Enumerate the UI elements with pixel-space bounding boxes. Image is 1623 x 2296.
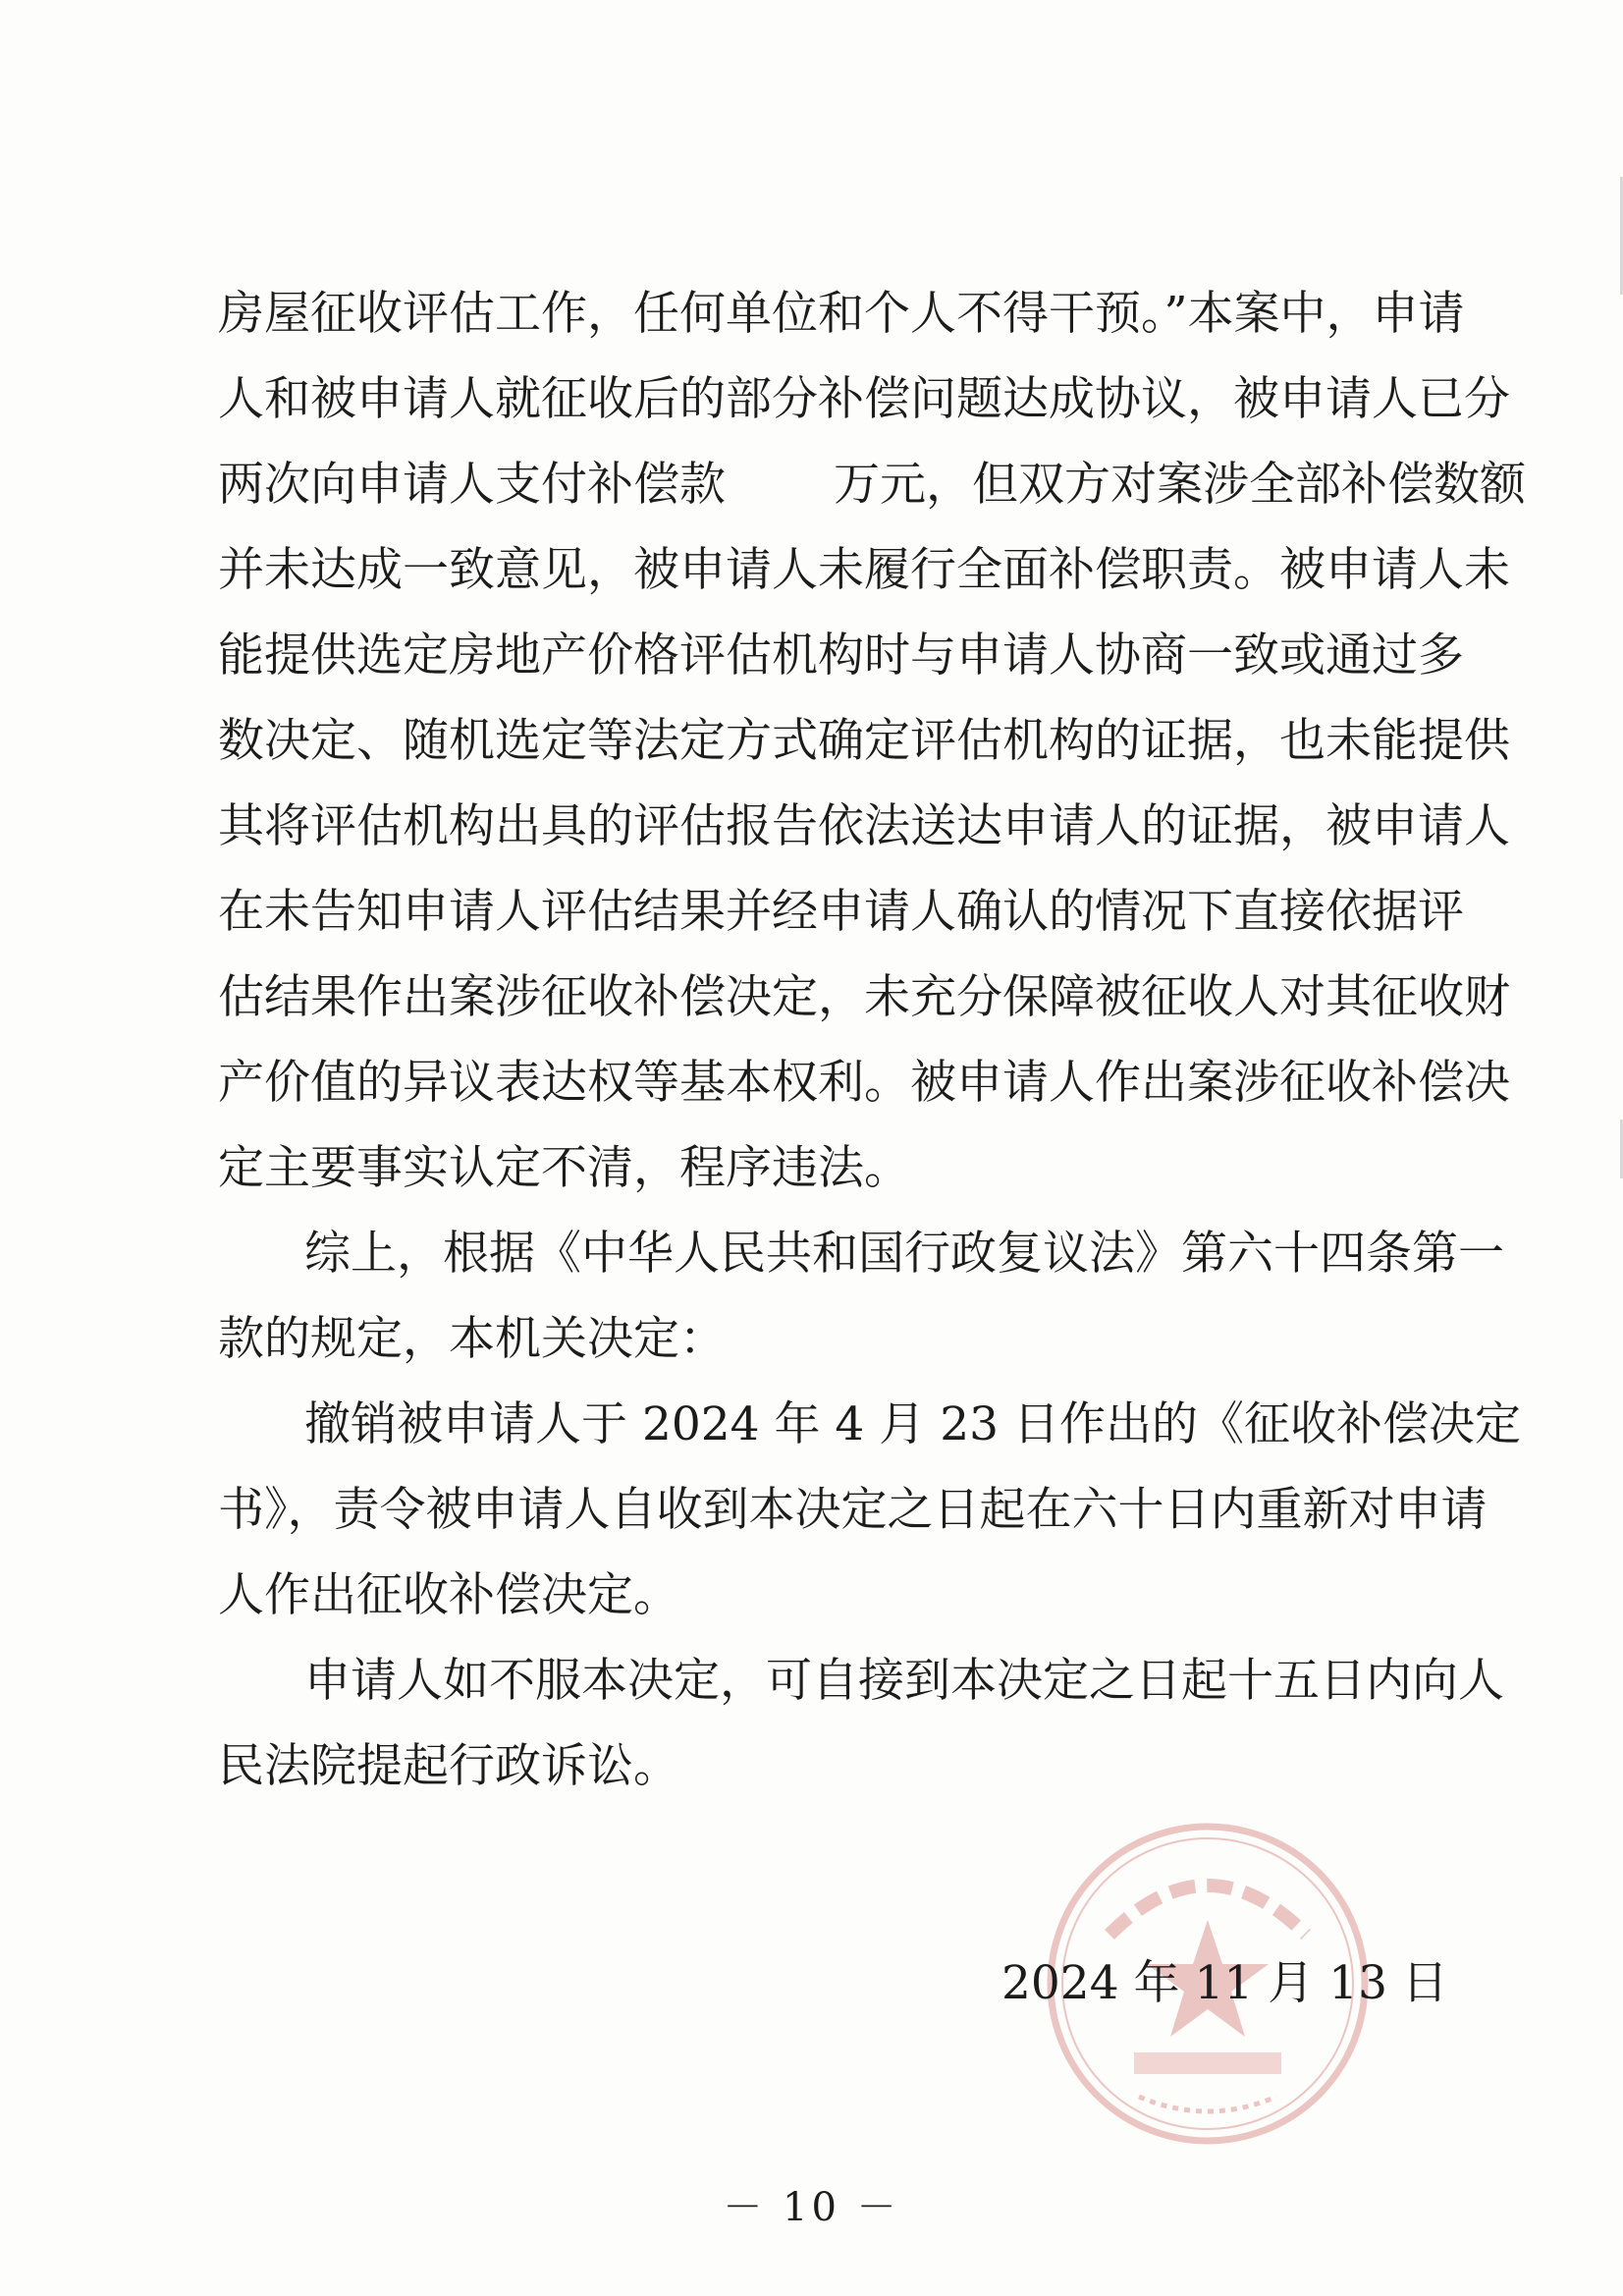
appeal-line-2: 民法院提起行政诉讼。 bbox=[218, 1739, 679, 1793]
body-line-7: 其将评估机构出具的评估报告依法送达申请人的证据，被申请人 bbox=[218, 799, 1510, 853]
decision-date: 2024 年 11 月 13 日 bbox=[1001, 1956, 1448, 2010]
body-line-4: 并未达成一致意见，被申请人未履行全面补偿职责。被申请人未 bbox=[218, 543, 1510, 597]
appeal-line-1: 申请人如不服本决定，可自接到本决定之日起十五日内向人 bbox=[304, 1654, 1504, 1708]
conclusion-line-1: 综上，根据《中华人民共和国行政复议法》第六十四条第一 bbox=[304, 1227, 1504, 1281]
body-line-10: 产价值的异议表达权等基本权利。被申请人作出案涉征收补偿决 bbox=[218, 1056, 1510, 1110]
body-line-9: 估结果作出案涉征收补偿决定，未充分保障被征收人对其征收财 bbox=[218, 970, 1510, 1024]
body-line-2: 人和被申请人就征收后的部分补偿问题达成协议，被申请人已分 bbox=[218, 372, 1510, 426]
body-line-6: 数决定、随机选定等法定方式确定评估机构的证据，也未能提供 bbox=[218, 714, 1510, 768]
decision-line-2: 书》，责令被申请人自收到本决定之日起在六十日内重新对申请 bbox=[218, 1483, 1488, 1537]
body-line-1: 房屋征收评估工作，任何单位和个人不得干预。”本案中，申请 bbox=[218, 287, 1465, 341]
body-line-8: 在未告知申请人评估结果并经申请人确认的情况下直接依据评 bbox=[218, 885, 1464, 939]
page-number: － 10 － bbox=[723, 2185, 900, 2230]
body-line-3 bbox=[218, 456, 1526, 515]
body-line-5: 能提供选定房地产价格评估机构时与申请人协商一致或通过多 bbox=[218, 629, 1464, 683]
decision-line-1: 撤销被申请人于 2024 年 4 月 23 日作出的《征收补偿决定 bbox=[304, 1397, 1521, 1451]
decision-line-3: 人作出征收补偿决定。 bbox=[218, 1568, 679, 1622]
body-line-3-part-b: 万元，但双方对案涉全部补偿数额 bbox=[834, 458, 1526, 512]
conclusion-line-2: 款的规定，本机关决定： bbox=[218, 1312, 726, 1366]
body-line-3-part-a: 两次向申请人支付补偿款 bbox=[218, 458, 726, 512]
body-line-11: 定主要事实认定不清，程序违法。 bbox=[218, 1141, 910, 1195]
